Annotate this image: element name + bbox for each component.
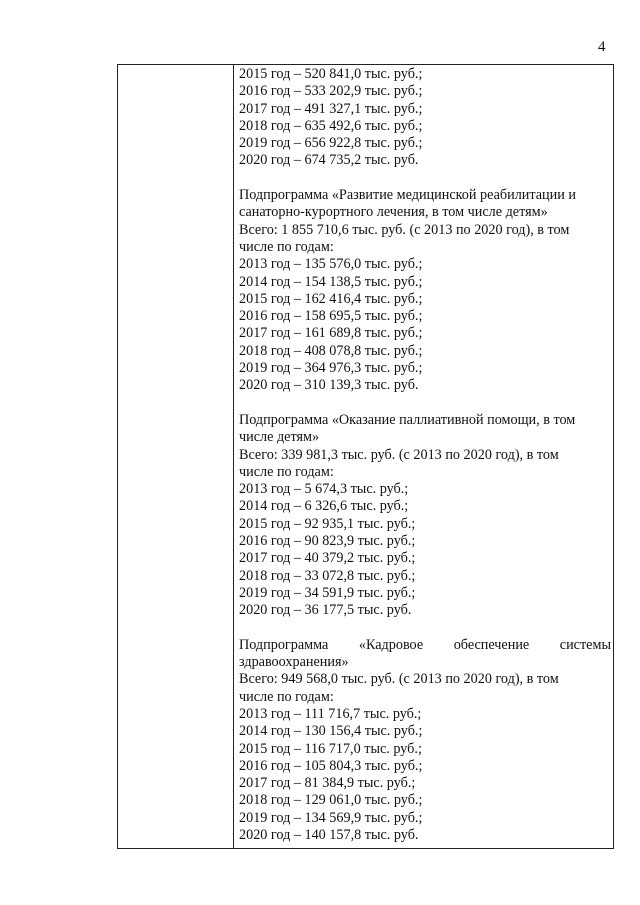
subprogram-total-cont: числе по годам:: [239, 238, 334, 255]
year-line: 2017 год – 81 384,9 тыс. руб.;: [239, 775, 416, 792]
table-content-cell: [239, 66, 611, 844]
year-line: 2018 год – 129 061,0 тыс. руб.;: [239, 792, 423, 809]
year-line: 2014 год – 6 326,6 тыс. руб.;: [239, 498, 409, 515]
year-line: 2014 год – 130 156,4 тыс. руб.;: [239, 723, 423, 740]
year-line: 2016 год – 533 202,9 тыс. руб.;: [239, 83, 423, 100]
year-line: 2019 год – 134 569,9 тыс. руб.;: [239, 809, 423, 826]
year-line: 2015 год – 162 416,4 тыс. руб.;: [239, 290, 423, 307]
subprogram-total: Всего: 1 855 710,6 тыс. руб. (с 2013 по 2020 год), в том: [239, 221, 570, 238]
subprogram-total-cont: числе по годам:: [239, 463, 334, 480]
year-line: 2018 год – 33 072,8 тыс. руб.;: [239, 567, 416, 584]
year-line: 2016 год – 105 804,3 тыс. руб.;: [239, 757, 423, 774]
year-line: 2019 год – 364 976,3 тыс. руб.;: [239, 360, 423, 377]
year-line: 2020 год – 140 157,8 тыс. руб.: [239, 827, 419, 844]
year-line: 2013 год – 111 716,7 тыс. руб.;: [239, 705, 422, 722]
year-line: 2020 год – 36 177,5 тыс. руб.: [239, 602, 412, 619]
subprogram-palliative: [239, 412, 611, 620]
subprogram-title: Подпрограмма «Кадровое обеспечение системы: [239, 636, 611, 653]
subprogram-title: Подпрограмма «Оказание паллиативной помощи, в том: [239, 411, 576, 428]
year-line: 2020 год – 674 735,2 тыс. руб.: [239, 152, 419, 169]
year-line: 2019 год – 656 922,8 тыс. руб.;: [239, 135, 423, 152]
year-line: 2017 год – 491 327,1 тыс. руб.;: [239, 100, 423, 117]
spacer: [239, 170, 611, 187]
subprogram-staffing: [239, 637, 611, 845]
page-number: 4: [598, 39, 606, 55]
year-line: 2017 год – 40 379,2 тыс. руб.;: [239, 550, 416, 567]
year-line: 2018 год – 635 492,6 тыс. руб.;: [239, 117, 423, 134]
year-line: 2013 год – 135 576,0 тыс. руб.;: [239, 256, 423, 273]
subprogram-title-cont: здравоохранения»: [239, 654, 349, 671]
year-line: 2016 год – 158 695,5 тыс. руб.;: [239, 308, 423, 325]
year-line: 2013 год – 5 674,3 тыс. руб.;: [239, 481, 409, 498]
subprogram-rehabilitation: [239, 187, 611, 395]
column-divider: [233, 65, 234, 848]
subprogram-title-cont: санаторно-курортного лечения, в том числе детям»: [239, 204, 548, 221]
subprogram-total: Всего: 949 568,0 тыс. руб. (с 2013 по 2020 год), в том: [239, 671, 559, 688]
year-line: 2016 год – 90 823,9 тыс. руб.;: [239, 533, 416, 550]
subprogram-total-cont: числе по годам:: [239, 688, 334, 705]
year-line: 2019 год – 34 591,9 тыс. руб.;: [239, 584, 416, 601]
subprogram-title-cont: числе детям»: [239, 429, 320, 446]
year-line: 2018 год – 408 078,8 тыс. руб.;: [239, 342, 423, 359]
spacer: [239, 395, 611, 412]
subprogram-total: Всего: 339 981,3 тыс. руб. (с 2013 по 2020 год), в том: [239, 446, 559, 463]
year-line: 2015 год – 92 935,1 тыс. руб.;: [239, 515, 416, 532]
year-line: 2014 год – 154 138,5 тыс. руб.;: [239, 273, 423, 290]
subprogram-title: Подпрограмма «Развитие медицинской реабилитации и: [239, 187, 576, 204]
document-table: [117, 64, 614, 849]
spacer: [239, 620, 611, 637]
year-line: 2015 год – 520 841,0 тыс. руб.;: [239, 66, 423, 82]
year-line: 2020 год – 310 139,3 тыс. руб.: [239, 377, 419, 394]
year-line: 2015 год – 116 717,0 тыс. руб.;: [239, 740, 422, 757]
year-line: 2017 год – 161 689,8 тыс. руб.;: [239, 325, 423, 342]
first-block-years: [239, 66, 611, 170]
